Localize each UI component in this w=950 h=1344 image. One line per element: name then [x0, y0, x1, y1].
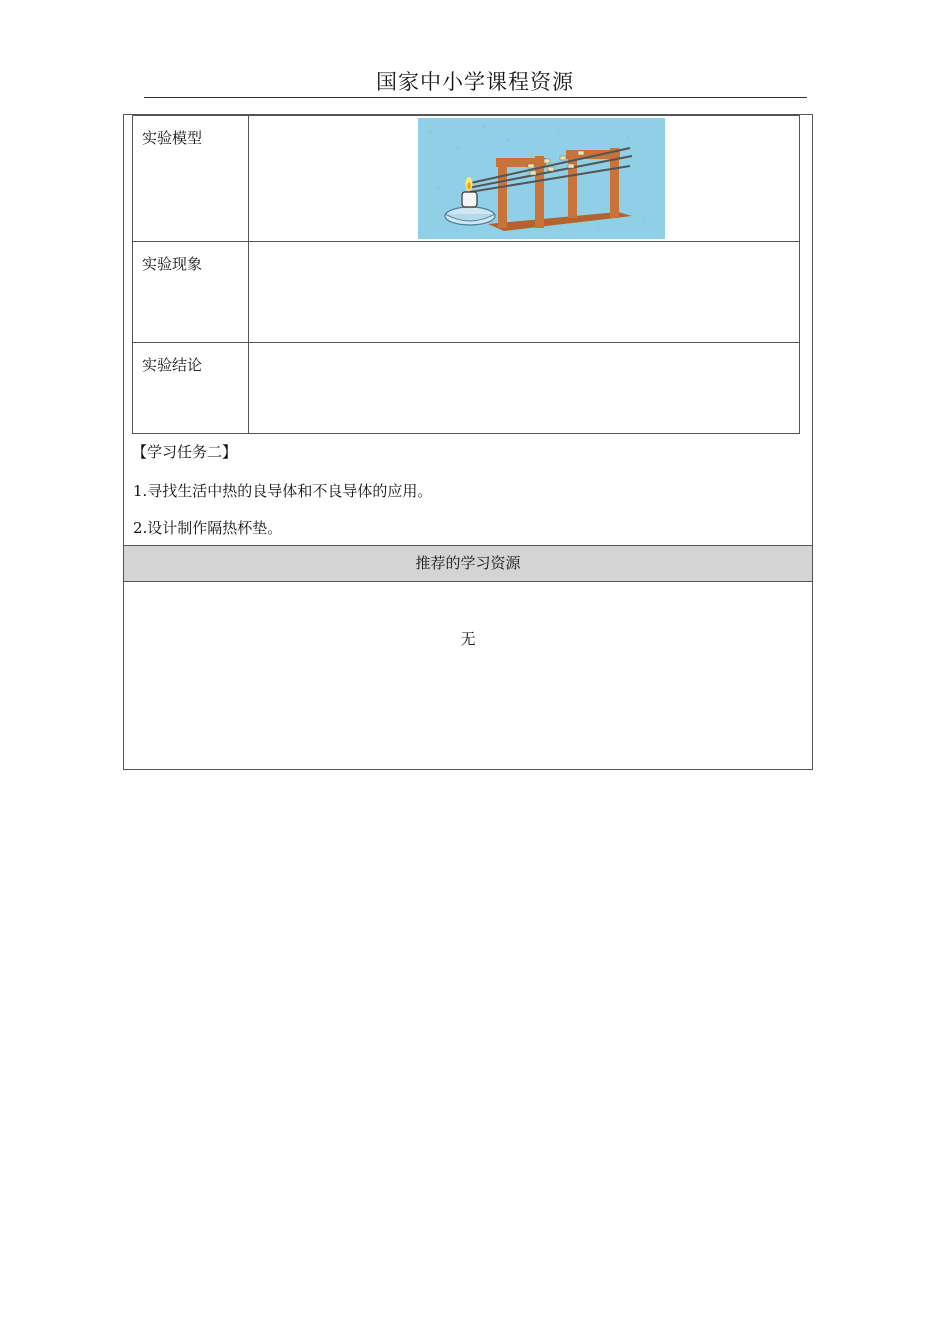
row-label-phenomenon: 实验现象	[133, 242, 249, 343]
table-row	[133, 343, 800, 434]
conclusion-cell	[249, 343, 800, 434]
header-rule	[144, 97, 807, 98]
task-two-heading: 【学习任务二】	[132, 443, 238, 461]
experiment-model-image	[418, 118, 665, 239]
row-label-model: 实验模型	[133, 116, 249, 242]
page-header-title: 国家中小学课程资源	[376, 70, 574, 94]
row-label-conclusion: 实验结论	[133, 343, 249, 434]
resources-title-bar: 推荐的学习资源	[124, 545, 812, 582]
task-item-1: 1.寻找生活中热的良导体和不良导体的应用。	[133, 482, 433, 500]
table-row	[133, 242, 800, 343]
phenomenon-cell	[249, 242, 800, 343]
task-item-2: 2.设计制作隔热杯垫。	[133, 519, 283, 537]
resources-content: 无	[460, 630, 476, 648]
